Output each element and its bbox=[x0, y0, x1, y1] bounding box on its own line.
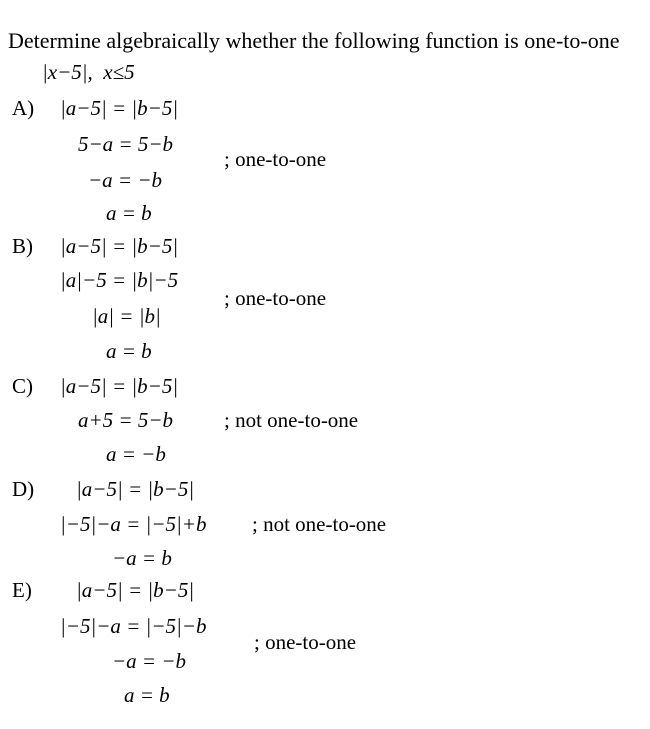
equation-line: |−5|−a = |−5|−b bbox=[60, 614, 207, 638]
equation-line: a = b bbox=[106, 201, 152, 225]
option-letter: A) bbox=[12, 96, 35, 120]
question-prompt: Determine algebraically whether the following function is one-to-one bbox=[8, 28, 620, 53]
equation-line: |a−5| = |b−5| bbox=[76, 477, 195, 501]
equation-line: a = b bbox=[124, 683, 170, 707]
equation-line: a = −b bbox=[106, 442, 166, 466]
option-letter: D) bbox=[12, 477, 35, 501]
equation-line: |a|−5 = |b|−5 bbox=[60, 268, 179, 292]
equation-line: −a = b bbox=[112, 546, 172, 570]
option-conclusion: ; not one-to-one bbox=[224, 408, 359, 432]
function-display: |x−5|, x≤5 bbox=[42, 60, 135, 84]
option-letter: B) bbox=[12, 234, 33, 258]
equation-line: |a−5| = |b−5| bbox=[60, 374, 179, 398]
equation-line: a+5 = 5−b bbox=[78, 408, 174, 432]
equation-line: −a = −b bbox=[112, 649, 187, 673]
equation-line: a = b bbox=[106, 339, 152, 363]
equation-line: |a−5| = |b−5| bbox=[60, 234, 179, 258]
option-letter: C) bbox=[12, 374, 33, 398]
equation-line: |−5|−a = |−5|+b bbox=[60, 512, 207, 536]
option-conclusion: ; one-to-one bbox=[224, 147, 327, 171]
option-letter: E) bbox=[12, 578, 32, 602]
equation-line: 5−a = 5−b bbox=[78, 132, 174, 156]
equation-line: |a| = |b| bbox=[92, 304, 161, 328]
equation-line: −a = −b bbox=[88, 168, 163, 192]
equation-line: |a−5| = |b−5| bbox=[60, 96, 179, 120]
option-conclusion: ; not one-to-one bbox=[252, 512, 387, 536]
option-conclusion: ; one-to-one bbox=[224, 286, 327, 310]
option-conclusion: ; one-to-one bbox=[254, 630, 357, 654]
equation-line: |a−5| = |b−5| bbox=[76, 578, 195, 602]
